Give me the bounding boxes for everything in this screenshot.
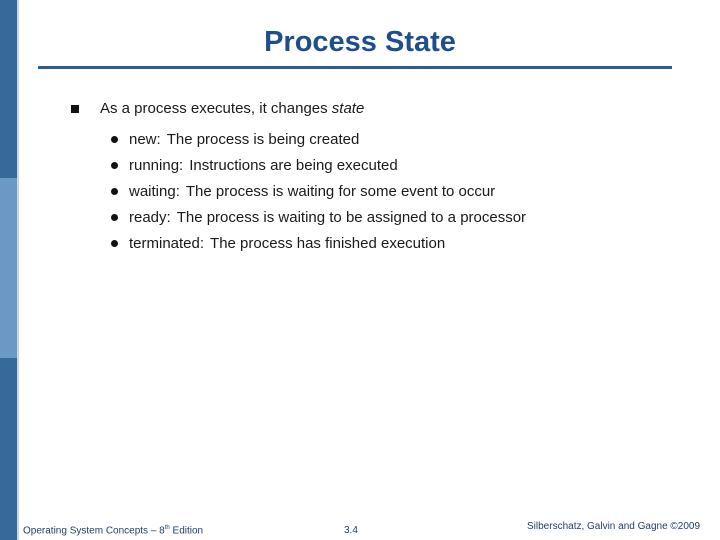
square-bullet-icon bbox=[71, 105, 79, 113]
title-underline bbox=[38, 66, 672, 69]
sub-bullet-new: new : The process is being created bbox=[111, 126, 526, 152]
main-bullet-text bbox=[100, 100, 364, 117]
side-decoration-bar bbox=[0, 0, 17, 540]
slide-title: Process State bbox=[264, 26, 456, 58]
state-description: Instructions are being executed bbox=[189, 156, 398, 174]
sub-bullet-ready: ready : The process is waiting to be assigned to a processor bbox=[111, 204, 526, 230]
main-bullet-prefix: As a process executes, it changes bbox=[100, 100, 332, 117]
round-bullet-icon bbox=[111, 162, 118, 169]
footer-title-sup: th bbox=[164, 525, 170, 531]
state-term: terminated bbox=[129, 234, 200, 252]
state-term: running bbox=[129, 156, 180, 174]
state-description: The process is waiting for some event to occur bbox=[185, 182, 496, 200]
sub-bullet-terminated: terminated : The process has finished execution bbox=[111, 230, 526, 256]
sub-bullet-waiting: waiting : The process is waiting for some event to occur bbox=[111, 178, 526, 204]
sub-bullet-list bbox=[111, 126, 526, 256]
sub-bullet-running: running : Instructions are being executed bbox=[111, 152, 526, 178]
state-term: waiting bbox=[129, 182, 176, 200]
footer-book-title bbox=[23, 525, 203, 536]
footer-title-prefix: Operating System Concepts – 8 bbox=[23, 525, 165, 537]
state-term: new bbox=[129, 130, 157, 148]
footer-copyright: Silberschatz, Galvin and Gagne ©2009 bbox=[527, 521, 701, 532]
footer-page-number: 3.4 bbox=[344, 525, 358, 536]
state-description: The process has finished execution bbox=[210, 234, 446, 252]
round-bullet-icon bbox=[111, 240, 118, 247]
side-divider-line bbox=[17, 0, 19, 540]
round-bullet-icon bbox=[111, 188, 118, 195]
state-term: ready bbox=[129, 208, 167, 226]
side-bar-segment-middle bbox=[0, 178, 17, 358]
state-description: The process is being created bbox=[166, 130, 360, 148]
side-bar-segment-bottom bbox=[0, 358, 17, 540]
state-description: The process is waiting to be assigned to a processor bbox=[176, 208, 527, 226]
round-bullet-icon bbox=[111, 136, 118, 143]
round-bullet-icon bbox=[111, 214, 118, 221]
main-bullet-emphasis: state bbox=[331, 100, 365, 117]
footer-title-suffix: Edition bbox=[169, 525, 204, 537]
main-bullet bbox=[71, 100, 364, 117]
